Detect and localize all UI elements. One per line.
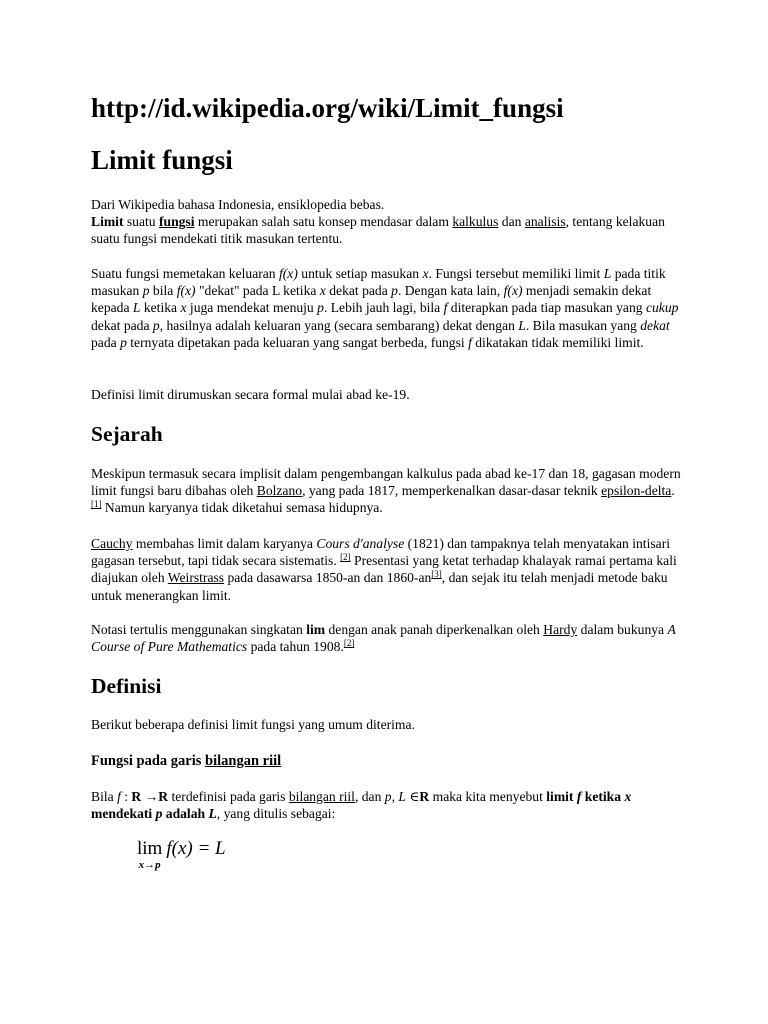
page-url: http://id.wikipedia.org/wiki/Limit_fungsi [91,93,564,123]
intro-paragraph: Dari Wikipedia bahasa Indonesia, ensiklopedia bebas. Limit suatu fungsi merupakan salah satu konsep mendasar dalam kalkulus dan analisis, tentang kelakuan suatu fungsi mendekati titik masukan tertentu. [91,197,665,247]
paragraph-sejarah-2: Cauchy membahas limit dalam karyanya Cours d'analyse (1821) dan tampaknya telah menyatakan intisari gagasan tersebut, tapi tidak secara sistematis. [2] Presentasi yang ketat terhadap khalayak ramai pertama kali diajukan oleh Weirstrass pada dasawarsa 1850-an dan 1860-an[3], dan sejak itu telah menjadi metode baku untuk menerangkan limit. [91,536,677,603]
link-bilangan-riil-heading[interactable]: bilangan riil [205,753,282,769]
link-bilangan-riil[interactable]: bilangan riil [288,789,355,804]
paragraph-sejarah-1: Meskipun termasuk secara implisit dalam pengembangan kalkulus pada abad ke-17 dan 18, gagasan modern limit fungsi baru dibahas oleh Bolzano, yang pada 1817, memperkenalkan dasar-dasar teknik epsilon-delta. [1] Namun karyanya tidak diketahui semasa hidupnya. [91,466,681,516]
reference-link[interactable]: [1] [91,499,102,510]
reference-link[interactable]: [3] [431,569,442,580]
term-limit: Limit [91,214,124,230]
link-weierstrass[interactable]: Weirstrass [167,570,225,586]
link-kalkulus[interactable]: kalkulus [452,214,499,230]
link-hardy[interactable]: Hardy [543,622,578,637]
heading-sejarah: Sejarah [91,422,163,446]
link-bolzano[interactable]: Bolzano [256,483,303,499]
limit-expression: f(x) = L [166,838,226,859]
link-epsilon-delta[interactable]: epsilon-delta [601,483,672,499]
lim-operator: lim x→p [137,838,163,871]
paragraph-definisi-formal: Bila f : R →R terdefinisi pada garis bilangan riil, dan p, L ∈R maka kita menyebut limit f ketika x mendekati p adalah L, yang ditulis sebagai: [91,789,632,822]
paragraph-formal-note: Definisi limit dirumuskan secara formal mulai abad ke-19. [91,387,410,402]
link-analisis[interactable]: analisis [524,214,566,230]
page-title: Limit fungsi [91,145,233,175]
paragraph-definisi-intro: Berikut beberapa definisi limit fungsi yang umum diterima. [91,717,415,732]
heading-definisi: Definisi [91,674,162,698]
subheading-fungsi-garis: Fungsi pada garis bilangan riil [91,753,282,769]
reference-link[interactable]: [2] [343,638,355,649]
source-note: Dari Wikipedia bahasa Indonesia, ensiklopedia bebas. [91,197,385,212]
link-cauchy[interactable]: Cauchy [91,536,133,551]
limit-formula [137,838,226,870]
paragraph-definition-informal: Suatu fungsi memetakan keluaran f(x) untuk setiap masukan x. Fungsi tersebut memiliki limit L pada titik masukan p bila f(x) "dekat" pada L ketika x dekat pada p. Dengan kata lain, f(x) menjadi semakin dekat kepada L ketika x juga mendekat menuju p. Lebih jauh lagi, bila f diterapkan pada tiap masukan yang cukup dekat pada p, hasilnya adalah keluaran yang (secara sembarang) dekat dengan L. Bila masukan yang dekat pada p ternyata dipetakan pada keluaran yang sangat berbeda, fungsi f dikatakan tidak memiliki limit. [91,266,679,350]
reference-link[interactable]: [2] [340,552,351,563]
link-fungsi[interactable]: fungsi [158,214,195,230]
paragraph-sejarah-3: Notasi tertulis menggunakan singkatan lim dengan anak panah diperkenalkan oleh Hardy dalam bukunya A Course of Pure Mathematics pada tahun 1908.[2] [91,622,676,655]
